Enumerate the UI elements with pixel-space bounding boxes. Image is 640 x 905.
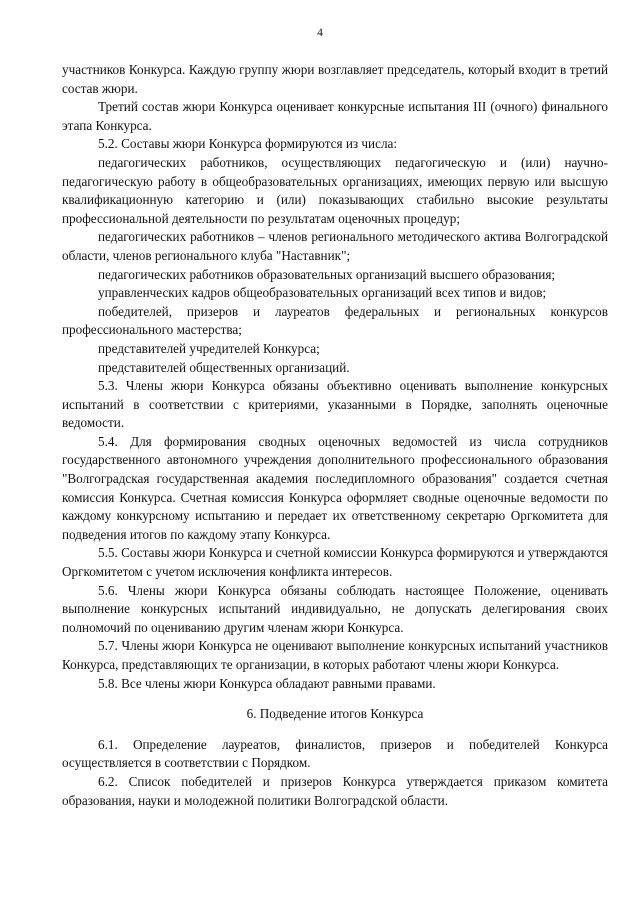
paragraph: 6.2. Список победителей и призеров Конкурса утверждается приказом комитета образования, науки и молодежной политики Волгоградской области. — [62, 773, 608, 808]
paragraph: 5.7. Члены жюри Конкурса не оценивают выполнение конкурсных испытаний участников Конкурса, представляющих те организации, в которых работают члены жюри Конкурса. — [62, 638, 608, 672]
document-body — [62, 61, 608, 810]
paragraph: 5.4. Для формирования сводных оценочных ведомостей из числа сотрудников государственного автономного учреждения дополнительного профессионального образования "Волгоградская государственная академия последипломного образования" создается счетная комиссия Конкурса. Счетная комиссия Конкурса оформляет сводные оценочные ведомости по каждому конкурсному испытанию и передает их ответственному секретарю Оргкомитета для подведения итогов по каждому этапу Конкурса. — [62, 433, 608, 542]
paragraph: Третий состав жюри Конкурса оценивает конкурсные испытания III (очного) финального этапа Конкурса. — [62, 99, 608, 133]
paragraph: 5.2. Составы жюри Конкурса формируются из числа: — [98, 136, 398, 152]
list-item: педагогических работников образовательных организаций высшего образования; — [98, 266, 556, 282]
page-number: 4 — [317, 27, 323, 39]
paragraph: 6.1. Определение лауреатов, финалистов, призеров и победителей Конкурса осуществляется в соответствии с Порядком. — [62, 736, 608, 771]
paragraph: 5.5. Составы жюри Конкурса и счетной комиссии Конкурса формируются и утверждаются Оргкомитетом с учетом исключения конфликта интересов. — [62, 545, 608, 580]
list-item: победителей, призеров и лауреатов федеральных и региональных конкурсов профессионального мастерства; — [62, 303, 608, 338]
list-item: педагогических работников, осуществляющих педагогическую и (или) научно-педагогическую работу в общеобразовательных организациях, имеющих первую или высшую квалификационную категорию и (или) показывающих стабильно высокие результаты профессиональной деятельности по результатам оценочных процедур; — [62, 154, 608, 226]
paragraph: 5.3. Члены жюри Конкурса обязаны объективно оценивать выполнение конкурсных испытаний в соответствии с критериями, указанными в Порядке, заполнять оценочные ведомости. — [62, 378, 608, 431]
list-item: представителей учредителей Конкурса; — [98, 340, 320, 356]
section-heading: 6. Подведение итогов Конкурса — [246, 706, 424, 722]
list-item: педагогических работников – членов регионального методического актива Волгоградской области, членов регионального клуба "Наставник"; — [62, 229, 608, 263]
paragraph: 5.8. Все члены жюри Конкурса обладают равными правами. — [98, 675, 436, 691]
paragraph: участников Конкурса. Каждую группу жюри возглавляет председатель, который входит в третий состав жюри. — [62, 62, 608, 96]
list-item: представителей общественных организаций. — [98, 359, 350, 375]
list-item: управленческих кадров общеобразовательных организаций всех типов и видов; — [98, 285, 547, 301]
paragraph: 5.6. Члены жюри Конкурса обязаны соблюдать настоящее Положение, оценивать выполнение конкурсных испытаний индивидуально, не допускать делегирования своих полномочий по оцениванию другим членам жюри Конкурса. — [62, 582, 608, 635]
